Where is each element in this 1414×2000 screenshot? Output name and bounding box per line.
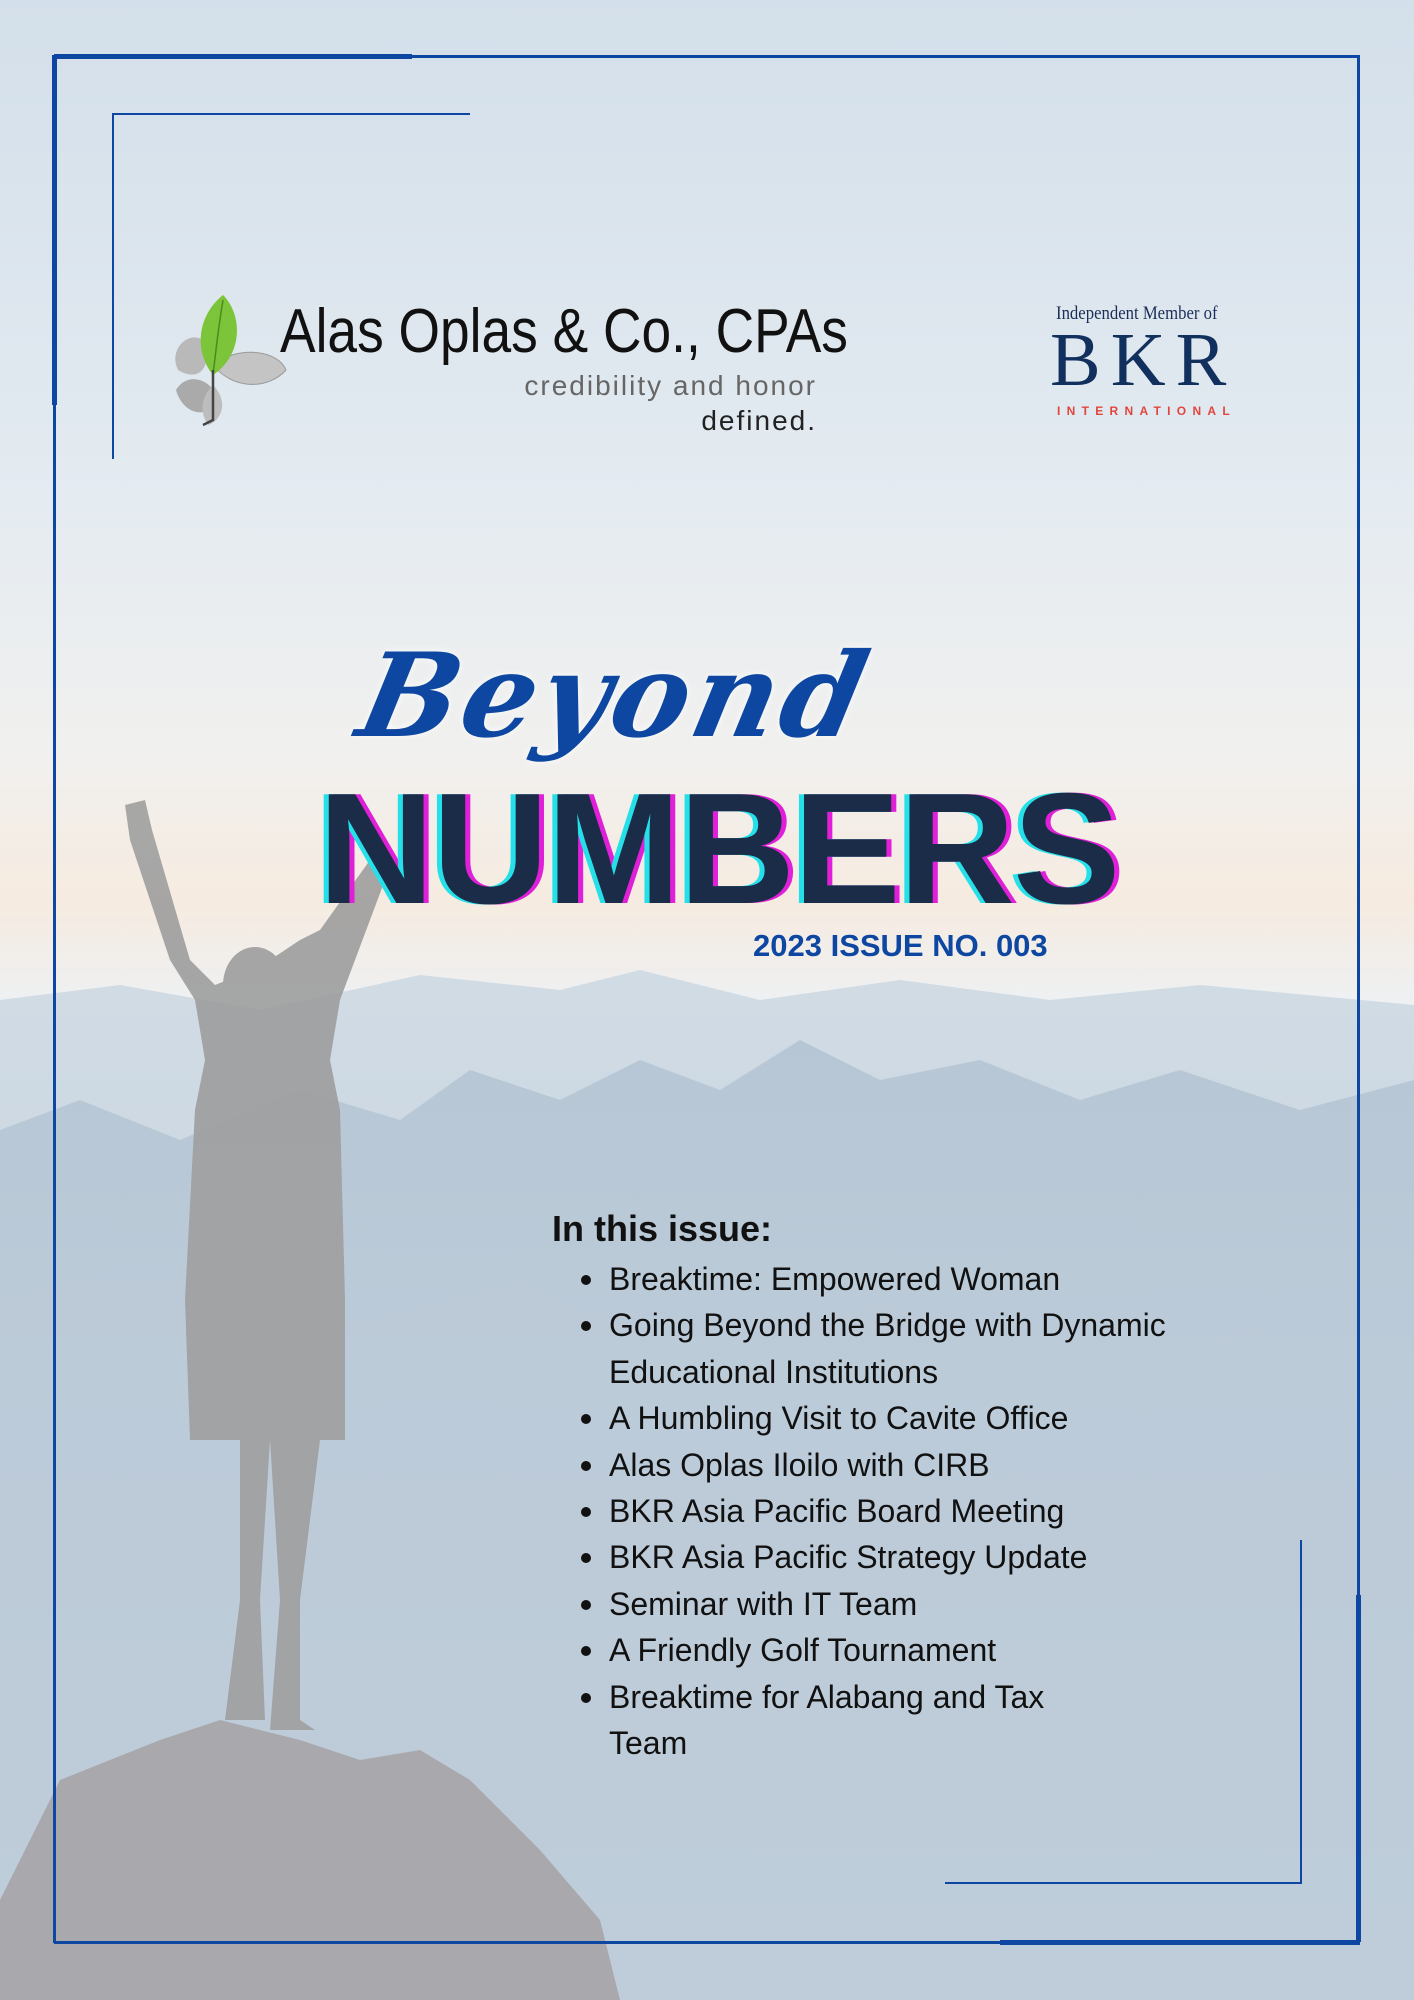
firm-tagline-line2: defined. bbox=[701, 405, 817, 436]
bkr-member-label: Independent Member of bbox=[1056, 303, 1218, 324]
list-item: A Friendly Golf Tournament bbox=[609, 1627, 1169, 1673]
bullet-icon bbox=[581, 1693, 591, 1703]
frame-left-accent bbox=[52, 55, 57, 405]
masthead-title: NUMBERS bbox=[318, 761, 1119, 937]
bullet-icon bbox=[581, 1646, 591, 1656]
bkr-logo: BKR bbox=[1050, 318, 1237, 402]
bullet-icon bbox=[581, 1461, 591, 1471]
bkr-logo-subtitle: INTERNATIONAL bbox=[1057, 404, 1237, 418]
bullet-icon bbox=[581, 1553, 591, 1563]
list-item: Breaktime: Empowered Woman bbox=[609, 1256, 1169, 1302]
bullet-icon bbox=[581, 1275, 591, 1285]
list-item: Breaktime for Alabang and Tax Team bbox=[609, 1674, 1109, 1767]
contents-heading: In this issue: bbox=[552, 1208, 773, 1249]
inner-corner-right bbox=[1300, 1540, 1302, 1884]
list-item: Going Beyond the Bridge with Dynamic Educational Institutions bbox=[609, 1302, 1169, 1395]
frame-bottom-accent bbox=[1000, 1940, 1360, 1945]
firm-name: Alas Oplas & Co., CPAs bbox=[280, 297, 848, 366]
bullet-icon bbox=[581, 1414, 591, 1424]
bullet-icon bbox=[581, 1600, 591, 1610]
firm-tagline-line1: credibility and honor bbox=[524, 370, 817, 401]
list-item: BKR Asia Pacific Board Meeting bbox=[609, 1488, 1169, 1534]
issue-number: 2023 ISSUE NO. 003 bbox=[753, 928, 1048, 963]
frame-top-accent bbox=[54, 54, 412, 59]
inner-corner-bottom bbox=[945, 1882, 1302, 1884]
list-item: Alas Oplas Iloilo with CIRB bbox=[609, 1442, 1169, 1488]
masthead-script-title: Beyond bbox=[347, 628, 883, 764]
inner-corner-top bbox=[112, 113, 470, 115]
list-item: Seminar with IT Team bbox=[609, 1581, 1169, 1627]
leaf-logo-icon bbox=[168, 290, 288, 430]
inner-corner-left bbox=[112, 113, 114, 459]
bullet-icon bbox=[581, 1321, 591, 1331]
contents-list bbox=[581, 1256, 1169, 1766]
frame-right-accent bbox=[1356, 1595, 1361, 1942]
bullet-icon bbox=[581, 1507, 591, 1517]
list-item: A Humbling Visit to Cavite Office bbox=[609, 1395, 1169, 1441]
list-item: BKR Asia Pacific Strategy Update bbox=[609, 1534, 1169, 1580]
